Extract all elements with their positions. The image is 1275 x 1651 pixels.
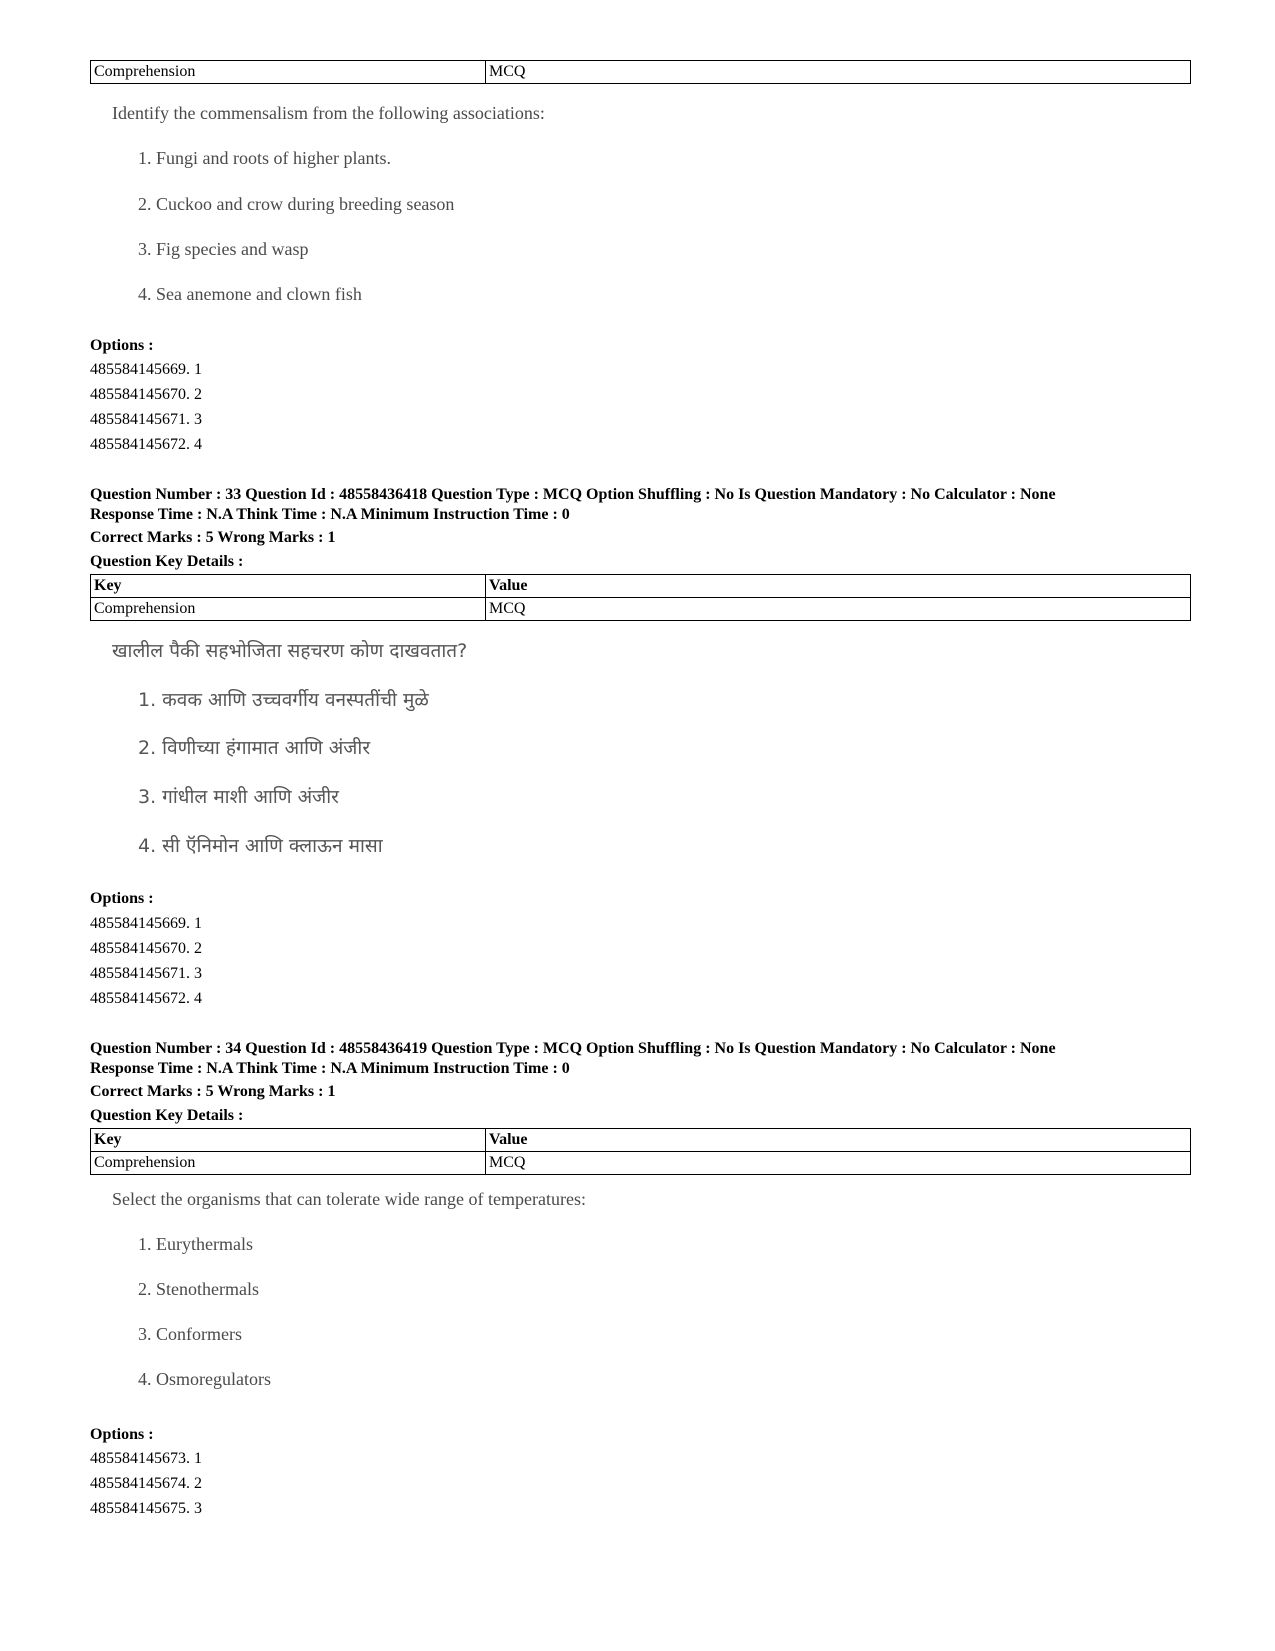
option-item: 485584145674. 2	[90, 1475, 202, 1492]
option-item: 485584145672. 4	[90, 436, 202, 453]
question-header	[90, 1039, 1191, 1079]
question-key-table	[90, 60, 1191, 84]
question-timing-line: Response Time : N.A Think Time : N.A Minimum Instruction Time : 0	[90, 1060, 570, 1077]
table-header-key: Key	[91, 1129, 486, 1152]
question-item: 3. Fig species and wasp	[138, 239, 309, 259]
options-list	[90, 1446, 202, 1521]
table-row	[91, 1152, 1191, 1175]
question-item: 2. Stenothermals	[138, 1279, 259, 1299]
question-key-table	[90, 574, 1191, 621]
table-cell-value: MCQ	[486, 598, 1191, 621]
option-item: 485584145673. 1	[90, 1450, 202, 1467]
options-label: Options :	[90, 1426, 154, 1443]
options-list	[90, 911, 202, 1011]
question-item: 4. Osmoregulators	[138, 1369, 271, 1389]
table-header-row	[91, 1129, 1191, 1152]
question-header	[90, 485, 1191, 525]
key-details-label: Question Key Details :	[90, 1107, 244, 1124]
table-cell-value: MCQ	[486, 61, 1191, 84]
option-item: 485584145672. 4	[90, 990, 202, 1007]
question-item: 4. Sea anemone and clown fish	[138, 284, 362, 304]
table-row	[91, 61, 1191, 84]
question-stem: Select the organisms that can tolerate wide range of temperatures:	[112, 1189, 586, 1209]
table-cell-key: Comprehension	[91, 598, 486, 621]
marks-line: Correct Marks : 5 Wrong Marks : 1	[90, 529, 336, 546]
question-item: 2. विणीच्या हंगामात आणि अंजीर	[138, 737, 371, 759]
table-header-value: Value	[486, 1129, 1191, 1152]
options-label: Options :	[90, 890, 154, 907]
option-item: 485584145670. 2	[90, 386, 202, 403]
question-key-table	[90, 1128, 1191, 1175]
table-cell-key: Comprehension	[91, 1152, 486, 1175]
table-header-key: Key	[91, 575, 486, 598]
option-item: 485584145669. 1	[90, 915, 202, 932]
question-stem: Identify the commensalism from the following associations:	[112, 103, 545, 123]
question-item: 1. कवक आणि उच्चवर्गीय वनस्पतींची मुळे	[138, 689, 429, 711]
question-item: 1. Fungi and roots of higher plants.	[138, 148, 391, 168]
question-meta-line: Question Number : 33 Question Id : 48558436418 Question Type : MCQ Option Shuffling : No Is Question Mandatory : No Calculator : None	[90, 486, 1056, 503]
options-list	[90, 357, 202, 457]
question-stem: खालील पैकी सहभोजिता सहचरण कोण दाखवतात?	[112, 640, 468, 662]
option-item: 485584145671. 3	[90, 411, 202, 428]
table-row	[91, 598, 1191, 621]
option-item: 485584145670. 2	[90, 940, 202, 957]
table-cell-key: Comprehension	[91, 61, 486, 84]
options-label: Options :	[90, 337, 154, 354]
question-timing-line: Response Time : N.A Think Time : N.A Minimum Instruction Time : 0	[90, 506, 570, 523]
option-item: 485584145669. 1	[90, 361, 202, 378]
table-header-row	[91, 575, 1191, 598]
question-item: 3. Conformers	[138, 1324, 242, 1344]
table-header-value: Value	[486, 575, 1191, 598]
question-meta-line: Question Number : 34 Question Id : 48558436419 Question Type : MCQ Option Shuffling : No Is Question Mandatory : No Calculator : None	[90, 1040, 1056, 1057]
marks-line: Correct Marks : 5 Wrong Marks : 1	[90, 1083, 336, 1100]
key-details-label: Question Key Details :	[90, 553, 244, 570]
option-item: 485584145675. 3	[90, 1500, 202, 1517]
question-item: 4. सी ऍनिमोन आणि क्लाऊन मासा	[138, 835, 383, 857]
question-item: 1. Eurythermals	[138, 1234, 253, 1254]
option-item: 485584145671. 3	[90, 965, 202, 982]
question-item: 3. गांधील माशी आणि अंजीर	[138, 786, 339, 808]
table-cell-value: MCQ	[486, 1152, 1191, 1175]
question-item: 2. Cuckoo and crow during breeding season	[138, 194, 455, 214]
